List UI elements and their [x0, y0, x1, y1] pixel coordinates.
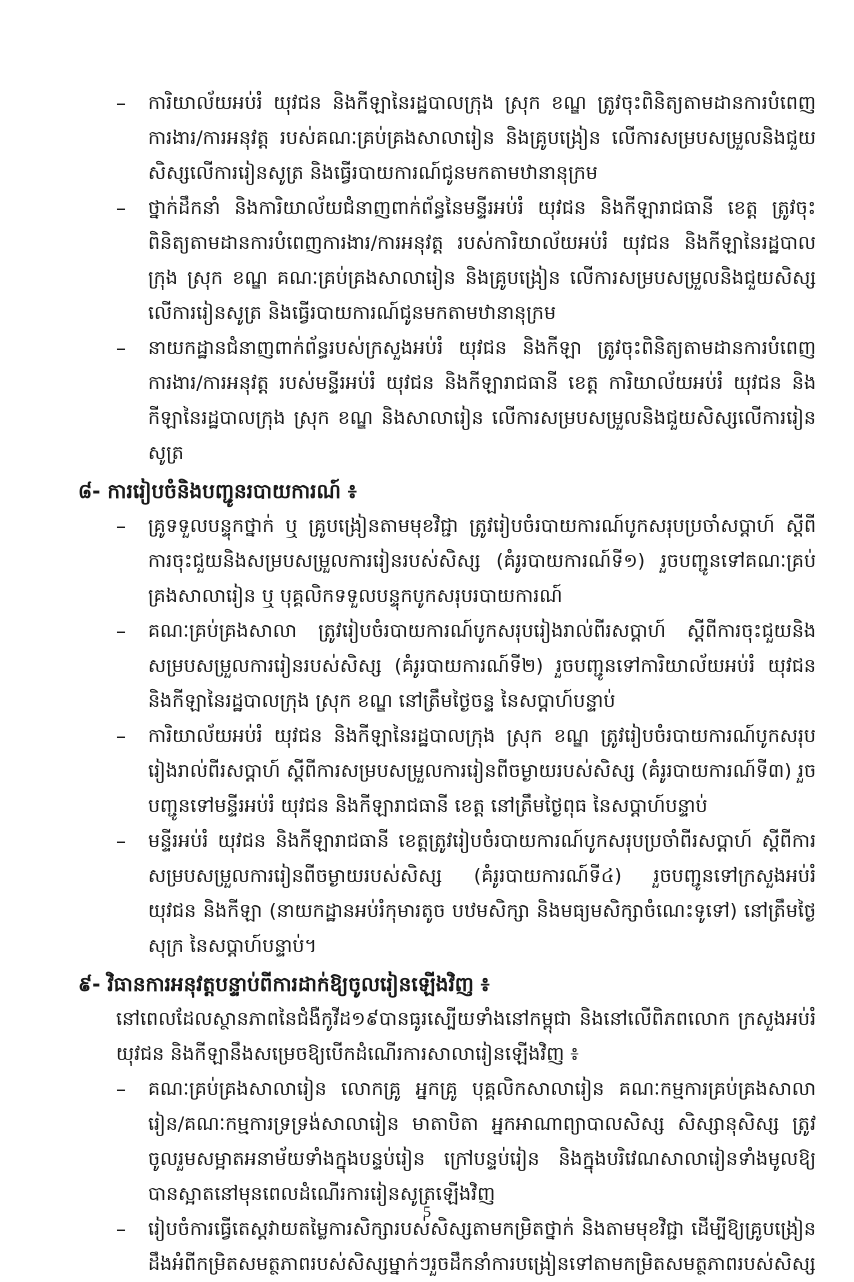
- list-item: [0, 509, 854, 614]
- list-item: [0, 719, 854, 824]
- list-item-text: ថ្នាក់ដឹកនាំ និងការិយាល័យជំនាញពាក់ព័ន្ធនៃមន្ទីរអប់រំ យុវជន និងកីឡារាជធានី ខេត្ត ត្រូវចុះពិនិត្យតាមដានការបំពេញការងារ/ការអនុវត្ត របស់ការិយាល័យអប់រំ យុវជន និងកីឡានៃរដ្ឋបាលក្រុង ស្រុក ខណ្ឌ គណៈគ្រប់គ្រងសាលារៀន និងគ្រូបង្រៀន លើការសម្របសម្រួលនិងជួយសិស្សលើការរៀនសូត្រ និងធ្វើរបាយការណ៍ជូនមកតាមឋានានុក្រម: [148, 197, 816, 324]
- list-item-text: រៀបចំការធ្វើតេស្តវាយតម្លៃការសិក្សារបស់សិស្សតាមកម្រិតថ្នាក់ និងតាមមុខវិជ្ជា ដើម្បីឱ្យគ្រូបង្រៀនដឹងអំពីកម្រិតសមត្ថភាពរបស់សិស្សម្នាក់ៗរួចដឹកនាំការបង្រៀនទៅតាមកម្រិតសមត្ថភាពរបស់សិស្ស: [148, 1218, 816, 1275]
- list-item-text: មន្ទីរអប់រំ យុវជន និងកីឡារាជធានី ខេត្តត្រូវរៀបចំរបាយការណ៍បូកសរុបប្រចាំពីរសប្តាហ៍ ស្តីពីការសម្របសម្រួលការរៀនពីចម្ងាយរបស់សិស្ស (គំរូរបាយការណ៍ទី៤) រួចបញ្ជូនទៅក្រសួងអប់រំ យុវជន និងកីឡា (នាយកដ្ឋានអប់រំកុមារតូច បឋមសិក្សា និងមធ្យមសិក្សាចំណេះទូទៅ) នៅត្រឹមថ្ងៃសុក្រ នៃសប្តាហ៍បន្ទាប់។: [148, 830, 816, 957]
- section-9-intro: នៅពេលដែលស្ថានភាពនៃជំងឺកូវីដ១៩បានធូរស្បើយទាំងនៅកម្ពុជា និងនៅលើពិភពលោក ក្រសួងអប់រំ យុវជន និងកីឡានឹងសម្រេចឱ្យបើកដំណើរការសាលារៀនឡើងវិញ ៖: [116, 1008, 816, 1065]
- bullet-dash: –: [116, 91, 126, 115]
- bullet-dash: –: [116, 336, 126, 360]
- bullet-dash: –: [116, 196, 126, 220]
- bullet-dash: –: [116, 1217, 126, 1241]
- list-item-text: គណៈគ្រប់គ្រងសាលារៀន លោកគ្រូ អ្នកគ្រូ បុគ្គលិកសាលារៀន គណៈកម្មការគ្រប់គ្រងសាលារៀន/គណៈកម្មការទ្រទ្រង់សាលារៀន មាតាបិតា អ្នកអាណាព្យាបាលសិស្ស សិស្សានុសិស្ស ត្រូវចូលរួមសម្អាតអនាម័យទាំងក្នុងបន្ទប់រៀន ក្រៅបន្ទប់រៀន និងក្នុងបរិវេណសាលារៀនទាំងមូលឱ្យបានស្អាតនៅមុនពេលដំណើរការរៀនសូត្រឡើងវិញ: [148, 1078, 816, 1205]
- bullet-dash: –: [116, 514, 126, 538]
- bullet-dash: –: [116, 724, 126, 748]
- list-item-text: ការិយាល័យអប់រំ យុវជន និងកីឡានៃរដ្ឋបាលក្រុង ស្រុក ខណ្ឌ ត្រូវចុះពិនិត្យតាមដានការបំពេញការងារ/ការអនុវត្ត របស់គណៈគ្រប់គ្រងសាលារៀន និងគ្រូបង្រៀន លើការសម្របសម្រួលនិងជួយសិស្សលើការរៀនសូត្រ និងធ្វើរបាយការណ៍ជូនមកតាមឋានានុក្រម: [148, 92, 816, 184]
- page-content: [0, 86, 854, 1282]
- list-item-text: ការិយាល័យអប់រំ យុវជន និងកីឡានៃរដ្ឋបាលក្រុង ស្រុក ខណ្ឌ ត្រូវរៀបចំរបាយការណ៍បូកសរុបរៀងរាល់ពីរសប្តាហ៍ ស្តីពីការសម្របសម្រួលការរៀនពីចម្ងាយរបស់សិស្ស (គំរូរបាយការណ៍ទី៣) រួចបញ្ជូនទៅមន្ទីរអប់រំ យុវជន និងកីឡារាជធានី ខេត្ត នៅត្រឹមថ្ងៃពុធ នៃសប្តាហ៍បន្ទាប់: [148, 725, 816, 817]
- bullet-dash: –: [116, 1077, 126, 1101]
- list-item: [0, 824, 854, 964]
- page-number: 5: [423, 1204, 431, 1221]
- list-item: [0, 331, 854, 471]
- list-item: [0, 1072, 854, 1212]
- list-item-text: គ្រូទទួលបន្ទុកថ្នាក់ ឬ គ្រូបង្រៀនតាមមុខវិជ្ជា ត្រូវរៀបចំរបាយការណ៍បូកសរុបប្រចាំសប្តាហ៍ ស្តីពីការចុះជួយនិងសម្របសម្រួលការរៀនរបស់សិស្ស (គំរូរបាយការណ៍ទី១) រួចបញ្ជូនទៅគណៈគ្រប់គ្រងសាលារៀន ឬ បុគ្គលិកទទួលបន្ទុកបូកសរុបរបាយការណ៍: [148, 515, 816, 607]
- section-9-heading: ៩- វិធានការអនុវត្តបន្ទាប់ពីការដាក់ឱ្យចូលរៀនឡើងវិញ ៖: [78, 972, 490, 996]
- section-8-heading: ៨- ការរៀបចំនិងបញ្ជូនរបាយការណ៍ ៖: [78, 479, 357, 503]
- list-item: [0, 614, 854, 719]
- list-item: [0, 1212, 854, 1282]
- bullet-dash: –: [116, 829, 126, 853]
- list-item: [0, 191, 854, 331]
- list-item-text: គណៈគ្រប់គ្រងសាលា ត្រូវរៀបចំរបាយការណ៍បូកសរុបរៀងរាល់ពីរសប្តាហ៍ ស្តីពីការចុះជួយនិងសម្របសម្រួលការរៀនរបស់សិស្ស (គំរូរបាយការណ៍ទី២) រួចបញ្ជូនទៅការិយាល័យអប់រំ យុវជន និងកីឡានៃរដ្ឋបាលក្រុង ស្រុក ខណ្ឌ នៅត្រឹមថ្ងៃចន្ទ នៃសប្តាហ៍បន្ទាប់: [148, 620, 816, 712]
- bullet-dash: –: [116, 619, 126, 643]
- list-item-text: នាយកដ្ឋានជំនាញពាក់ព័ន្ធរបស់ក្រសួងអប់រំ យុវជន និងកីឡា ត្រូវចុះពិនិត្យតាមដានការបំពេញការងារ/ការអនុវត្ត របស់មន្ទីរអប់រំ យុវជន និងកីឡារាជធានី ខេត្ត ការិយាល័យអប់រំ យុវជន និងកីឡានៃរដ្ឋបាលក្រុង ស្រុក ខណ្ឌ និងសាលារៀន លើការសម្របសម្រួលនិងជួយសិស្សលើការរៀនសូត្រ: [148, 337, 816, 464]
- list-item: [0, 86, 854, 191]
